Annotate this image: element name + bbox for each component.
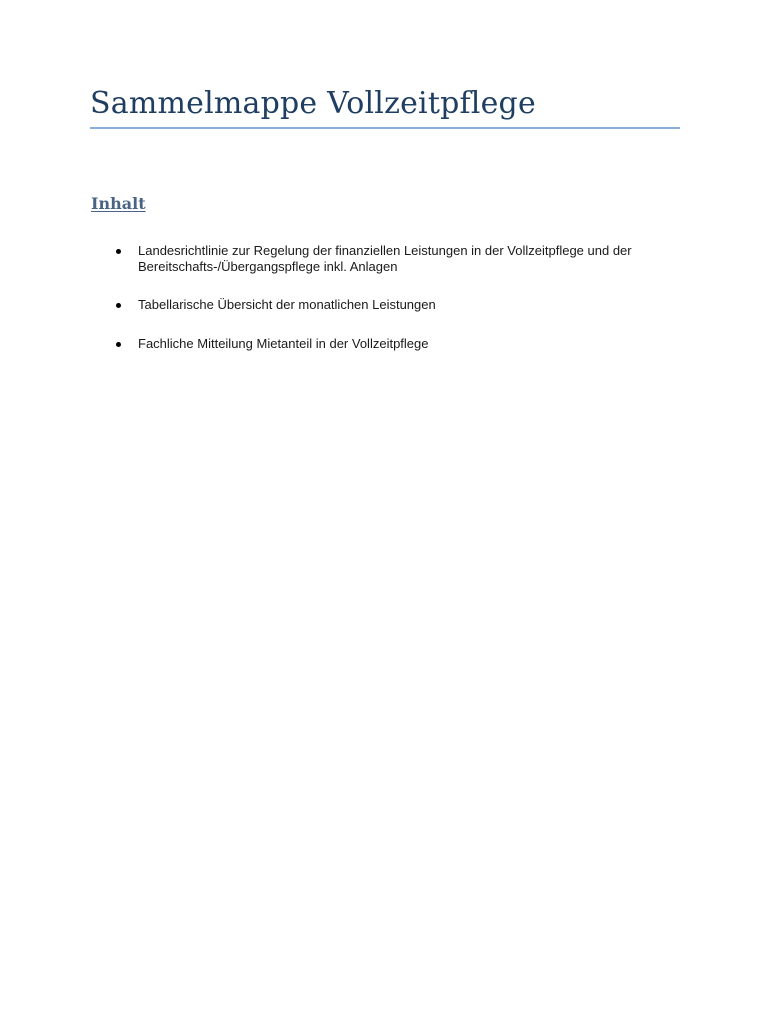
list-item-text: Landesrichtlinie zur Regelung der finanziellen Leistungen in der Vollzeitpflege und der Bereitschafts-/Übergangspflege inkl. Anlagen: [138, 243, 632, 274]
bullet-icon: [116, 303, 121, 308]
document-title: Sammelmappe Vollzeitpflege: [90, 86, 536, 121]
list-item: [0, 336, 770, 352]
bullet-icon: [116, 342, 121, 347]
contents-list: [0, 243, 770, 374]
list-item: [0, 243, 770, 275]
list-item: [0, 297, 770, 313]
list-item-text: Tabellarische Übersicht der monatlichen Leistungen: [138, 297, 436, 312]
list-item-text: Fachliche Mitteilung Mietanteil in der Vollzeitpflege: [138, 336, 429, 351]
title-underline-rule: [90, 127, 680, 129]
section-heading-inhalt: Inhalt: [91, 194, 146, 213]
bullet-icon: [116, 249, 121, 254]
